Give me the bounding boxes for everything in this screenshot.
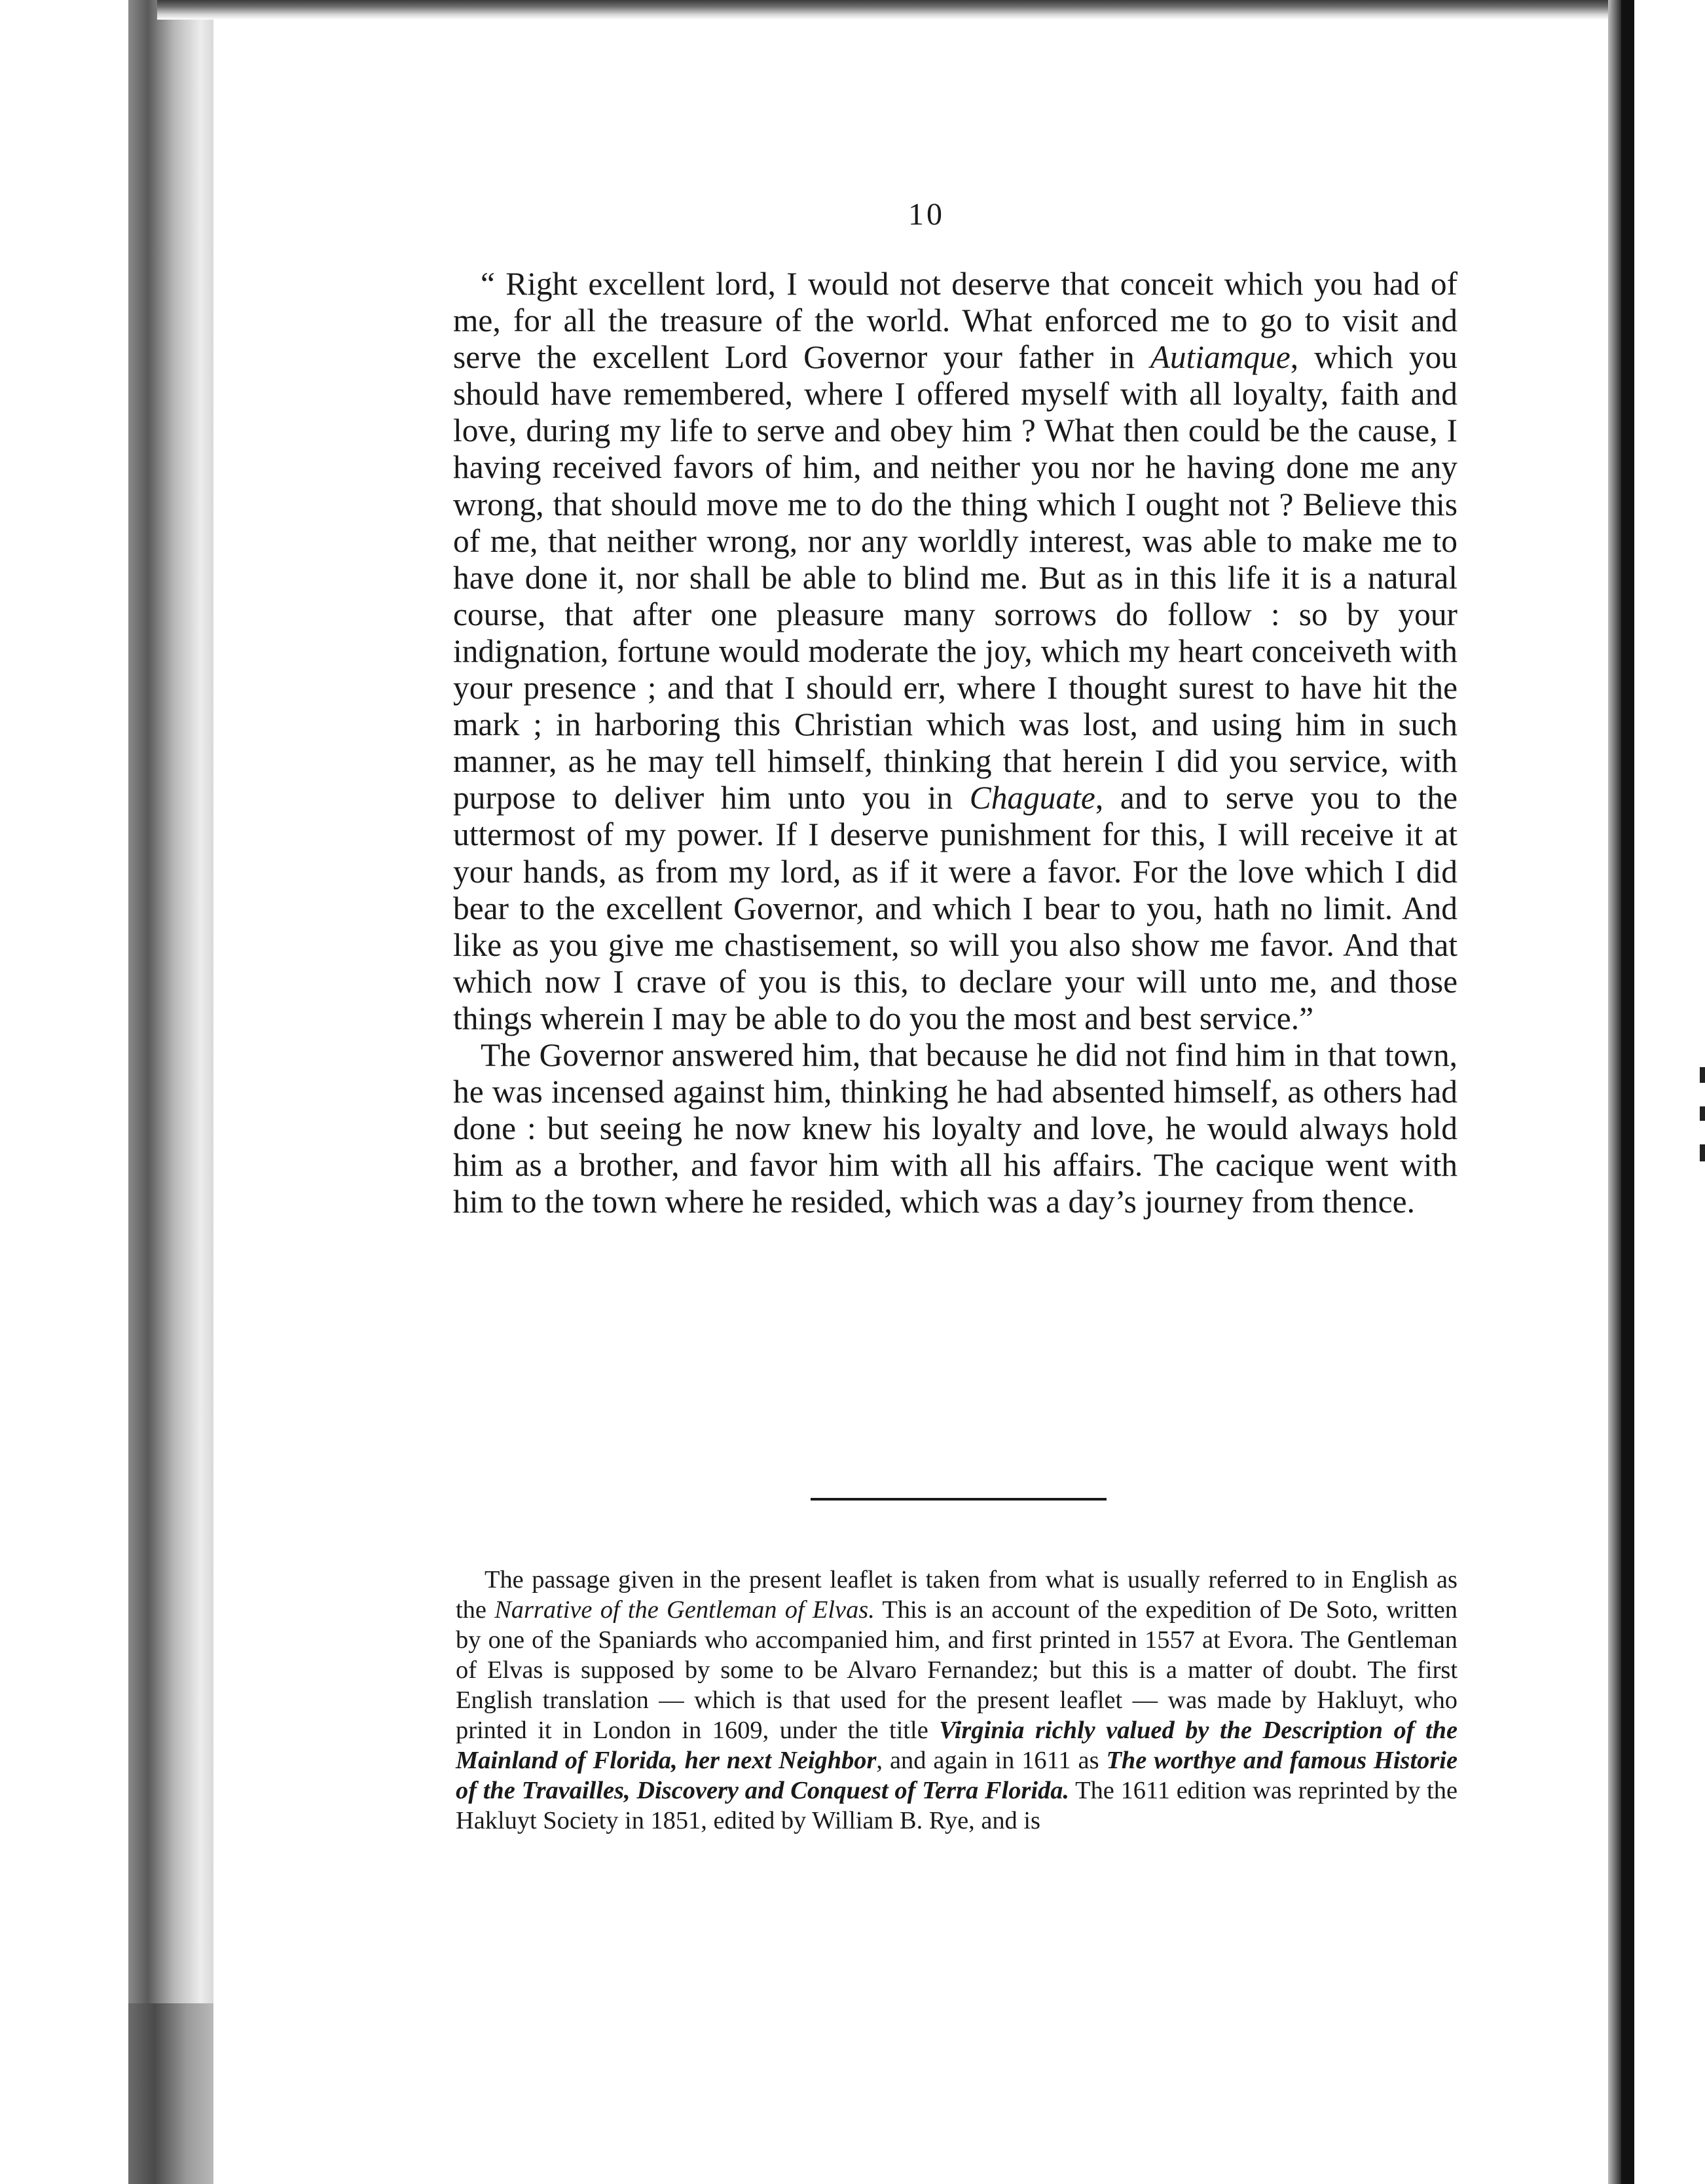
gutter-shadow <box>1608 0 1621 2184</box>
work-title-narrative: Narrative of the Gentleman of Elvas. <box>494 1596 875 1624</box>
left-margin <box>0 0 124 2184</box>
page-number: 10 <box>908 197 945 232</box>
place-name-chaguate: Chaguate <box>969 780 1095 816</box>
book-binding-edge <box>128 0 213 2184</box>
source-note <box>456 1565 1458 1836</box>
facing-page-mark <box>1700 1067 1705 1083</box>
source-note-paragraph: The passage given in the present leaflet is taken from what is usually referred to in English as the Narrative of the Gentleman of Elvas. This is an account of the expedition of De Soto, written by one of the Spaniards who accompanied him, and first printed in 1557 at Evora. The Gentleman of Elvas is supposed by some to be Alvaro Fernandez; but this is a matter of doubt. The first English translation — which is that used for the present leaflet — was made by Hakluyt, who printed it in London in 1609, under the title Virginia richly valued by the Description of the Mainland of Florida, her next Neighbor, and again in 1611 as The worthye and famous Historie of the Travailles, Discovery and Conquest of Terra Florida. The 1611 edition was reprinted by the Hakluyt Society in 1851, edited by William B. Rye, and is <box>456 1566 1458 1834</box>
place-name-autiamque: Autiamque <box>1150 339 1291 376</box>
facing-page-mark <box>1700 1144 1705 1161</box>
facing-page-mark <box>1700 1106 1705 1121</box>
gutter <box>1621 0 1634 2184</box>
section-divider <box>811 1498 1107 1501</box>
facing-page-edge <box>1634 0 1705 2184</box>
paragraph-speech: “ Right excellent lord, I would not deserve that conceit which you had of me, for all the treasure of the world. What enforced me to go to visit and serve the excellent Lord Governor your father in Autiamque, which you should have remembered, where I offered myself with all loyalty, faith and love, during my life to serve and obey him ? What then could be the cause, I having received favors of him, and neither you nor he having done me any wrong, that should move me to do the thing which I ought not ? Believe this of me, that neither wrong, nor any worldly interest, was able to make me to have done it, nor shall be able to blind me. But as in this life it is a natural course, that after one pleasure many sorrows do follow : so by your indignation, fortune would moderate the joy, which my heart conceiveth with your presence ; and that I should err, where I thought surest to have hit the mark ; in harboring this Christian which was lost, and using him in such manner, as he may tell himself, thinking that herein I did you service, with purpose to deliver him unto you in Chaguate, and to serve you to the uttermost of my power. If I deserve punishment for this, I will receive it at your hands, as from my lord, as if it were a favor. For the love which I did bear to the excellent Governor, and which I bear to you, hath no limit. And like as you give me chastisement, so will you also show me favor. And that which now I crave of you is this, to declare your will unto me, and those things wherein I may be able to do you the most and best service.” <box>453 266 1458 1036</box>
top-page-edge <box>157 0 1663 20</box>
paragraph-governor-reply: The Governor answered him, that because he did not find him in that town, he was incensed against him, thinking he had absented himself, as others had done : but seeing he now knew his loyalty and love, he would always hold him as a brother, and favor him with all his affairs. The cacique went with him to the town where he resided, which was a day’s journey from thence. <box>453 1036 1458 1220</box>
main-text <box>453 266 1458 1220</box>
work-title-virginia: Virginia richly valued by the Description of the Mainland of Florida, her next Neighbor <box>456 1717 1458 1774</box>
work-title-historie: The worthye and famous Historie of the Travailles, Discovery and Conquest of Terra Florida. <box>456 1747 1458 1804</box>
